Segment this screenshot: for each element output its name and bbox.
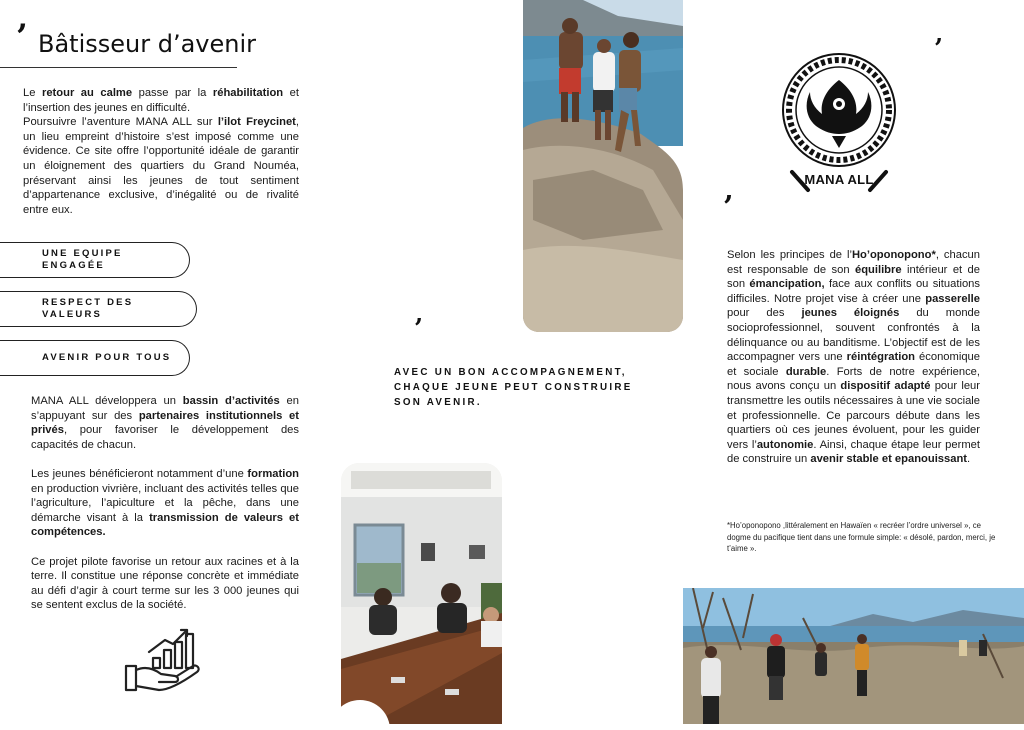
text-run: pour leur transmettre les outils nécessaires à une vie sociale et professionnelle. Ce parcours débute dans les quartiers où ces jeunes évoluent, pour les guider vers l’ — [727, 380, 981, 451]
text-bold: passerelle — [925, 292, 980, 305]
text-run: Le — [23, 87, 42, 99]
text-run: MANA ALL développera un — [31, 395, 183, 407]
text-bold: émancipation, — [749, 278, 825, 291]
photo-rocks-sea — [523, 0, 683, 332]
text-run: face aux conflits ou situations difficiles. Notre projet vise à créer une — [727, 278, 980, 305]
text-bold: Ho’oponopono* — [851, 249, 936, 261]
tagline: AVEC UN BON ACCOMPAGNEMENT, CHAQUE JEUNE PEUT CONSTRUIRE SON AVENIR. — [394, 367, 633, 408]
principles-paragraph — [727, 248, 980, 467]
text-run: passe par la — [132, 87, 213, 99]
text-bold: formation — [247, 467, 299, 480]
text-bold: avenir stable et epanouissant — [810, 453, 968, 466]
quote-mark: ’ — [723, 190, 734, 225]
text-run: Selon les principes de l’ — [727, 249, 852, 261]
pill-future — [0, 340, 190, 376]
pill-label: AVENIR POUR TOUS — [42, 351, 172, 363]
pill-label: RESPECT DES VALEURS — [42, 296, 134, 320]
text-run: Ce projet pilote favorise un retour aux racines et à la terre. Il constitue une réponse concrète et immédiate au défi d’agir à court terme sur les 3 000 jeunes qui se sentent exclus de la société. — [31, 555, 299, 612]
text-bold: dispositif adapté — [840, 380, 931, 393]
text-run: , chacun est responsable de son — [727, 249, 980, 276]
text-bold: bassin d’activités — [182, 395, 280, 407]
text-bold: réhabilitation — [212, 87, 284, 99]
text-bold: l’ilot Freycinet — [217, 116, 296, 129]
intro-paragraph — [23, 86, 299, 217]
body-paragraphs — [31, 394, 299, 613]
pill-label: UNE EQUIPE ENGAGÉE — [42, 247, 123, 271]
text-run: . Forts de notre expérience, nous avons conçu un — [727, 365, 980, 393]
text-run: . — [967, 453, 971, 466]
mana-all-logo — [774, 52, 904, 202]
text-bold: équilibre — [854, 263, 902, 276]
text-run: en s’appuyant sur des — [31, 395, 299, 422]
text-bold: retour au calme — [41, 87, 133, 99]
text-run: du monde socioprofessionnel, souvent confrontés à la délinquance ou au banditisme. L’objectif est de les accompagner vers une — [727, 307, 980, 364]
text-run: Les jeunes bénéficieront notamment d’une — [31, 467, 248, 480]
text-bold: réintégration — [846, 351, 916, 364]
text-bold: autonomie — [756, 438, 814, 451]
photo-island-hike — [683, 588, 1024, 724]
quote-mark: ’ — [414, 314, 424, 344]
text-bold: durable — [785, 365, 827, 378]
photo-meeting-room — [341, 463, 502, 724]
quote-mark: ’ — [934, 34, 944, 64]
text-run: en production vivrière, incluant des activités telles que l’agriculture, l’apiculture et la pêche, dans une démarche visant à la — [31, 482, 299, 524]
text-bold: partenaires institutionnels et privés — [31, 409, 299, 437]
footnote: *Ho’oponopono ,littéralement en Hawaïen « recréer l’ordre universel », ce dogme du pacifique tient dans une formule simple: « désolé, pardon, merci, je t’aime ». — [727, 521, 996, 553]
quote-mark: ’ — [16, 17, 28, 57]
text-run: et l’insertion des jeunes en difficulté. — [23, 87, 299, 114]
hand-growth-chart-icon — [123, 622, 203, 696]
text-run: , pour favoriser le développement des capacités de chacun. — [31, 424, 299, 451]
pill-values — [0, 291, 197, 327]
title-divider — [0, 67, 237, 68]
pill-team — [0, 242, 190, 278]
text-run: Poursuivre l’aventure MANA ALL sur — [23, 116, 218, 129]
logo-text: MANA ALL — [804, 172, 874, 187]
text-bold: transmission de valeurs et compétences. — [31, 511, 299, 539]
text-run: . Ainsi, chaque étape leur permet de construire un — [727, 438, 980, 466]
text-run: pour des — [727, 307, 802, 320]
page-title: Bâtisseur d’avenir — [38, 30, 257, 58]
text-bold: jeunes éloignés — [801, 307, 900, 320]
text-run: économique et sociale — [727, 351, 980, 378]
text-run: intérieur et de son — [727, 263, 980, 291]
text-run: , un lieu empreint d’histoire s’est imposé comme une évidence. Ce site offre l’opportunité idéale de garantir un éloignement des quartiers du Grand Nouméa, préservant ainsi les jeunes de tout sentiment d’appartenance exclusive, d’inégalité ou de rivalité entre eux. — [23, 116, 299, 216]
